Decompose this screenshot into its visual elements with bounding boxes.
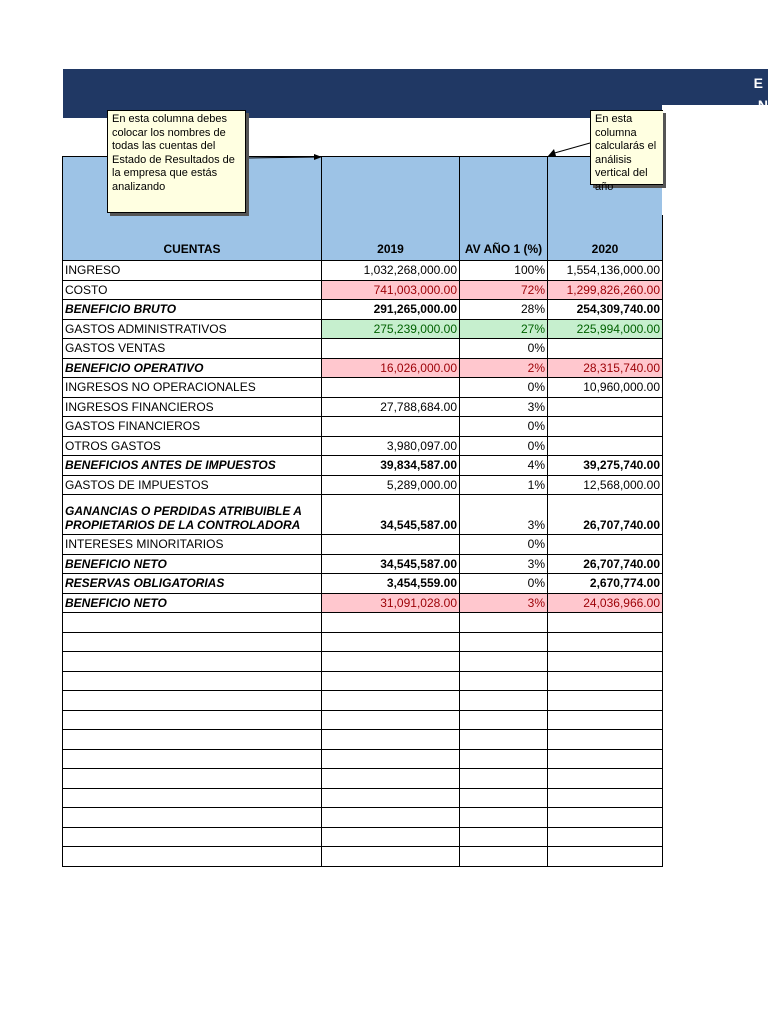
- vertical-pct[interactable]: 0%: [460, 574, 548, 594]
- empty-cell[interactable]: [460, 710, 548, 730]
- value-2020[interactable]: 10,960,000.00: [548, 378, 663, 398]
- empty-cell[interactable]: [63, 749, 322, 769]
- value-2019[interactable]: 34,545,587.00: [322, 495, 460, 535]
- value-2020[interactable]: 254,309,740.00: [548, 300, 663, 320]
- empty-row: [63, 652, 663, 672]
- empty-cell[interactable]: [548, 749, 663, 769]
- value-2019[interactable]: 291,265,000.00: [322, 300, 460, 320]
- value-2019[interactable]: [322, 378, 460, 398]
- empty-cell[interactable]: [322, 808, 460, 828]
- empty-cell[interactable]: [548, 788, 663, 808]
- value-2020[interactable]: 39,275,740.00: [548, 456, 663, 476]
- account-name[interactable]: BENEFICIOS ANTES DE IMPUESTOS: [63, 456, 322, 476]
- account-name[interactable]: GASTOS DE IMPUESTOS: [63, 475, 322, 495]
- empty-cell[interactable]: [322, 730, 460, 750]
- empty-cell[interactable]: [460, 788, 548, 808]
- account-name[interactable]: GASTOS ADMINISTRATIVOS: [63, 319, 322, 339]
- vertical-pct[interactable]: 1%: [460, 475, 548, 495]
- empty-row: [63, 671, 663, 691]
- empty-cell[interactable]: [322, 671, 460, 691]
- header-av-ano-1[interactable]: AV AÑO 1 (%): [460, 157, 548, 261]
- empty-cell[interactable]: [322, 788, 460, 808]
- empty-cell[interactable]: [63, 827, 322, 847]
- empty-cell[interactable]: [460, 671, 548, 691]
- value-2019[interactable]: 31,091,028.00: [322, 593, 460, 613]
- empty-cell[interactable]: [548, 710, 663, 730]
- table-row: [63, 339, 663, 359]
- vertical-pct[interactable]: 100%: [460, 261, 548, 281]
- header-cuentas[interactable]: CUENTAS: [63, 157, 322, 261]
- empty-cell[interactable]: [63, 769, 322, 789]
- empty-cell[interactable]: [548, 652, 663, 672]
- value-2020[interactable]: [548, 339, 663, 359]
- vertical-pct[interactable]: 3%: [460, 397, 548, 417]
- vertical-pct[interactable]: 27%: [460, 319, 548, 339]
- value-2019[interactable]: 3,980,097.00: [322, 436, 460, 456]
- table-row: [63, 535, 663, 555]
- empty-row: [63, 827, 663, 847]
- empty-cell[interactable]: [548, 613, 663, 633]
- value-2020[interactable]: [548, 535, 663, 555]
- vertical-pct[interactable]: 0%: [460, 535, 548, 555]
- value-2019[interactable]: 34,545,587.00: [322, 554, 460, 574]
- table-row: [63, 436, 663, 456]
- empty-row: [63, 632, 663, 652]
- banner-title-line1: E: [753, 75, 763, 91]
- empty-cell[interactable]: [460, 769, 548, 789]
- comment-note-cuentas[interactable]: En esta columna debes colocar los nombres de todas las cuentas del Estado de Resultados de la empresa que estás analizando: [107, 110, 246, 213]
- income-statement-table: [62, 156, 663, 867]
- value-2019[interactable]: 27,788,684.00: [322, 397, 460, 417]
- offscreen-mask: [662, 105, 768, 215]
- table-row: [63, 261, 663, 281]
- empty-cell[interactable]: [460, 749, 548, 769]
- value-2020[interactable]: 28,315,740.00: [548, 358, 663, 378]
- empty-cell[interactable]: [63, 730, 322, 750]
- empty-cell[interactable]: [460, 847, 548, 867]
- value-2019[interactable]: 16,026,000.00: [322, 358, 460, 378]
- value-2020[interactable]: [548, 436, 663, 456]
- empty-cell[interactable]: [548, 632, 663, 652]
- account-name[interactable]: BENEFICIO NETO: [63, 593, 322, 613]
- vertical-pct[interactable]: 3%: [460, 593, 548, 613]
- value-2020[interactable]: 24,036,966.00: [548, 593, 663, 613]
- empty-row: [63, 710, 663, 730]
- value-2020[interactable]: 26,707,740.00: [548, 554, 663, 574]
- empty-cell[interactable]: [63, 632, 322, 652]
- empty-cell[interactable]: [460, 730, 548, 750]
- table-row: [63, 554, 663, 574]
- value-2020[interactable]: [548, 417, 663, 437]
- empty-cell[interactable]: [548, 847, 663, 867]
- account-name[interactable]: OTROS GASTOS: [63, 436, 322, 456]
- empty-cell[interactable]: [322, 769, 460, 789]
- vertical-pct[interactable]: 0%: [460, 417, 548, 437]
- account-name[interactable]: BENEFICIO BRUTO: [63, 300, 322, 320]
- value-2019[interactable]: [322, 535, 460, 555]
- value-2019[interactable]: [322, 417, 460, 437]
- empty-cell[interactable]: [548, 769, 663, 789]
- empty-cell[interactable]: [460, 827, 548, 847]
- table-row: [63, 475, 663, 495]
- table-row: [63, 378, 663, 398]
- value-2019[interactable]: 5,289,000.00: [322, 475, 460, 495]
- table-row: [63, 574, 663, 594]
- empty-row: [63, 691, 663, 711]
- empty-row: [63, 749, 663, 769]
- empty-cell[interactable]: [322, 691, 460, 711]
- vertical-pct[interactable]: 4%: [460, 456, 548, 476]
- empty-cell[interactable]: [63, 671, 322, 691]
- account-name[interactable]: INGRESOS FINANCIEROS: [63, 397, 322, 417]
- vertical-pct[interactable]: 0%: [460, 378, 548, 398]
- value-2019[interactable]: 3,454,559.00: [322, 574, 460, 594]
- empty-row: [63, 769, 663, 789]
- empty-cell[interactable]: [322, 613, 460, 633]
- empty-cell[interactable]: [322, 632, 460, 652]
- empty-cell[interactable]: [63, 788, 322, 808]
- table-row: [63, 495, 663, 535]
- empty-cell[interactable]: [460, 632, 548, 652]
- table-row: [63, 593, 663, 613]
- empty-cell[interactable]: [63, 691, 322, 711]
- empty-cell[interactable]: [548, 671, 663, 691]
- empty-cell[interactable]: [322, 652, 460, 672]
- empty-cell[interactable]: [322, 847, 460, 867]
- value-2019[interactable]: 1,032,268,000.00: [322, 261, 460, 281]
- empty-cell[interactable]: [460, 808, 548, 828]
- header-2020[interactable]: 2020: [548, 157, 663, 261]
- account-name[interactable]: GASTOS VENTAS: [63, 339, 322, 359]
- table-row: [63, 358, 663, 378]
- value-2020[interactable]: 1,299,826,260.00: [548, 280, 663, 300]
- value-2019[interactable]: 39,834,587.00: [322, 456, 460, 476]
- empty-row: [63, 847, 663, 867]
- empty-row: [63, 730, 663, 750]
- value-2020[interactable]: 2,670,774.00: [548, 574, 663, 594]
- table-row: [63, 280, 663, 300]
- empty-cell[interactable]: [322, 827, 460, 847]
- account-name[interactable]: INTERESES MINORITARIOS: [63, 535, 322, 555]
- empty-cell[interactable]: [322, 710, 460, 730]
- account-name[interactable]: GASTOS FINANCIEROS: [63, 417, 322, 437]
- value-2020[interactable]: 1,554,136,000.00: [548, 261, 663, 281]
- empty-cell[interactable]: [460, 613, 548, 633]
- table-row: [63, 300, 663, 320]
- table-row: [63, 456, 663, 476]
- empty-cell[interactable]: [460, 652, 548, 672]
- empty-cell[interactable]: [63, 652, 322, 672]
- empty-row: [63, 808, 663, 828]
- empty-cell[interactable]: [322, 749, 460, 769]
- value-2019[interactable]: 741,003,000.00: [322, 280, 460, 300]
- value-2020[interactable]: 225,994,000.00: [548, 319, 663, 339]
- header-2019[interactable]: 2019: [322, 157, 460, 261]
- account-name[interactable]: BENEFICIO NETO: [63, 554, 322, 574]
- account-name[interactable]: GANANCIAS O PERDIDAS ATRIBUIBLE A PROPIETARIOS DE LA CONTROLADORA: [63, 495, 322, 535]
- empty-row: [63, 613, 663, 633]
- value-2020[interactable]: 26,707,740.00: [548, 495, 663, 535]
- vertical-pct[interactable]: 28%: [460, 300, 548, 320]
- vertical-pct[interactable]: 3%: [460, 554, 548, 574]
- comment-note-analisis-vertical[interactable]: En esta columna calcularás el análisis vertical del año: [590, 110, 663, 185]
- empty-cell[interactable]: [548, 691, 663, 711]
- table-row: [63, 319, 663, 339]
- account-name[interactable]: BENEFICIO OPERATIVO: [63, 358, 322, 378]
- empty-cell[interactable]: [548, 827, 663, 847]
- table-row: [63, 417, 663, 437]
- empty-cell[interactable]: [63, 808, 322, 828]
- value-2020[interactable]: [548, 397, 663, 417]
- empty-cell[interactable]: [63, 613, 322, 633]
- empty-cell[interactable]: [460, 691, 548, 711]
- empty-row: [63, 788, 663, 808]
- value-2019[interactable]: 275,239,000.00: [322, 319, 460, 339]
- vertical-pct[interactable]: 0%: [460, 436, 548, 456]
- account-name[interactable]: COSTO: [63, 280, 322, 300]
- empty-cell[interactable]: [548, 808, 663, 828]
- vertical-pct[interactable]: 3%: [460, 495, 548, 535]
- value-2019[interactable]: [322, 339, 460, 359]
- table-row: [63, 397, 663, 417]
- empty-cell[interactable]: [63, 710, 322, 730]
- vertical-pct[interactable]: 72%: [460, 280, 548, 300]
- vertical-pct[interactable]: 0%: [460, 339, 548, 359]
- empty-cell[interactable]: [548, 730, 663, 750]
- account-name[interactable]: INGRESOS NO OPERACIONALES: [63, 378, 322, 398]
- account-name[interactable]: RESERVAS OBLIGATORIAS: [63, 574, 322, 594]
- value-2020[interactable]: 12,568,000.00: [548, 475, 663, 495]
- empty-cell[interactable]: [63, 847, 322, 867]
- vertical-pct[interactable]: 2%: [460, 358, 548, 378]
- account-name[interactable]: INGRESO: [63, 261, 322, 281]
